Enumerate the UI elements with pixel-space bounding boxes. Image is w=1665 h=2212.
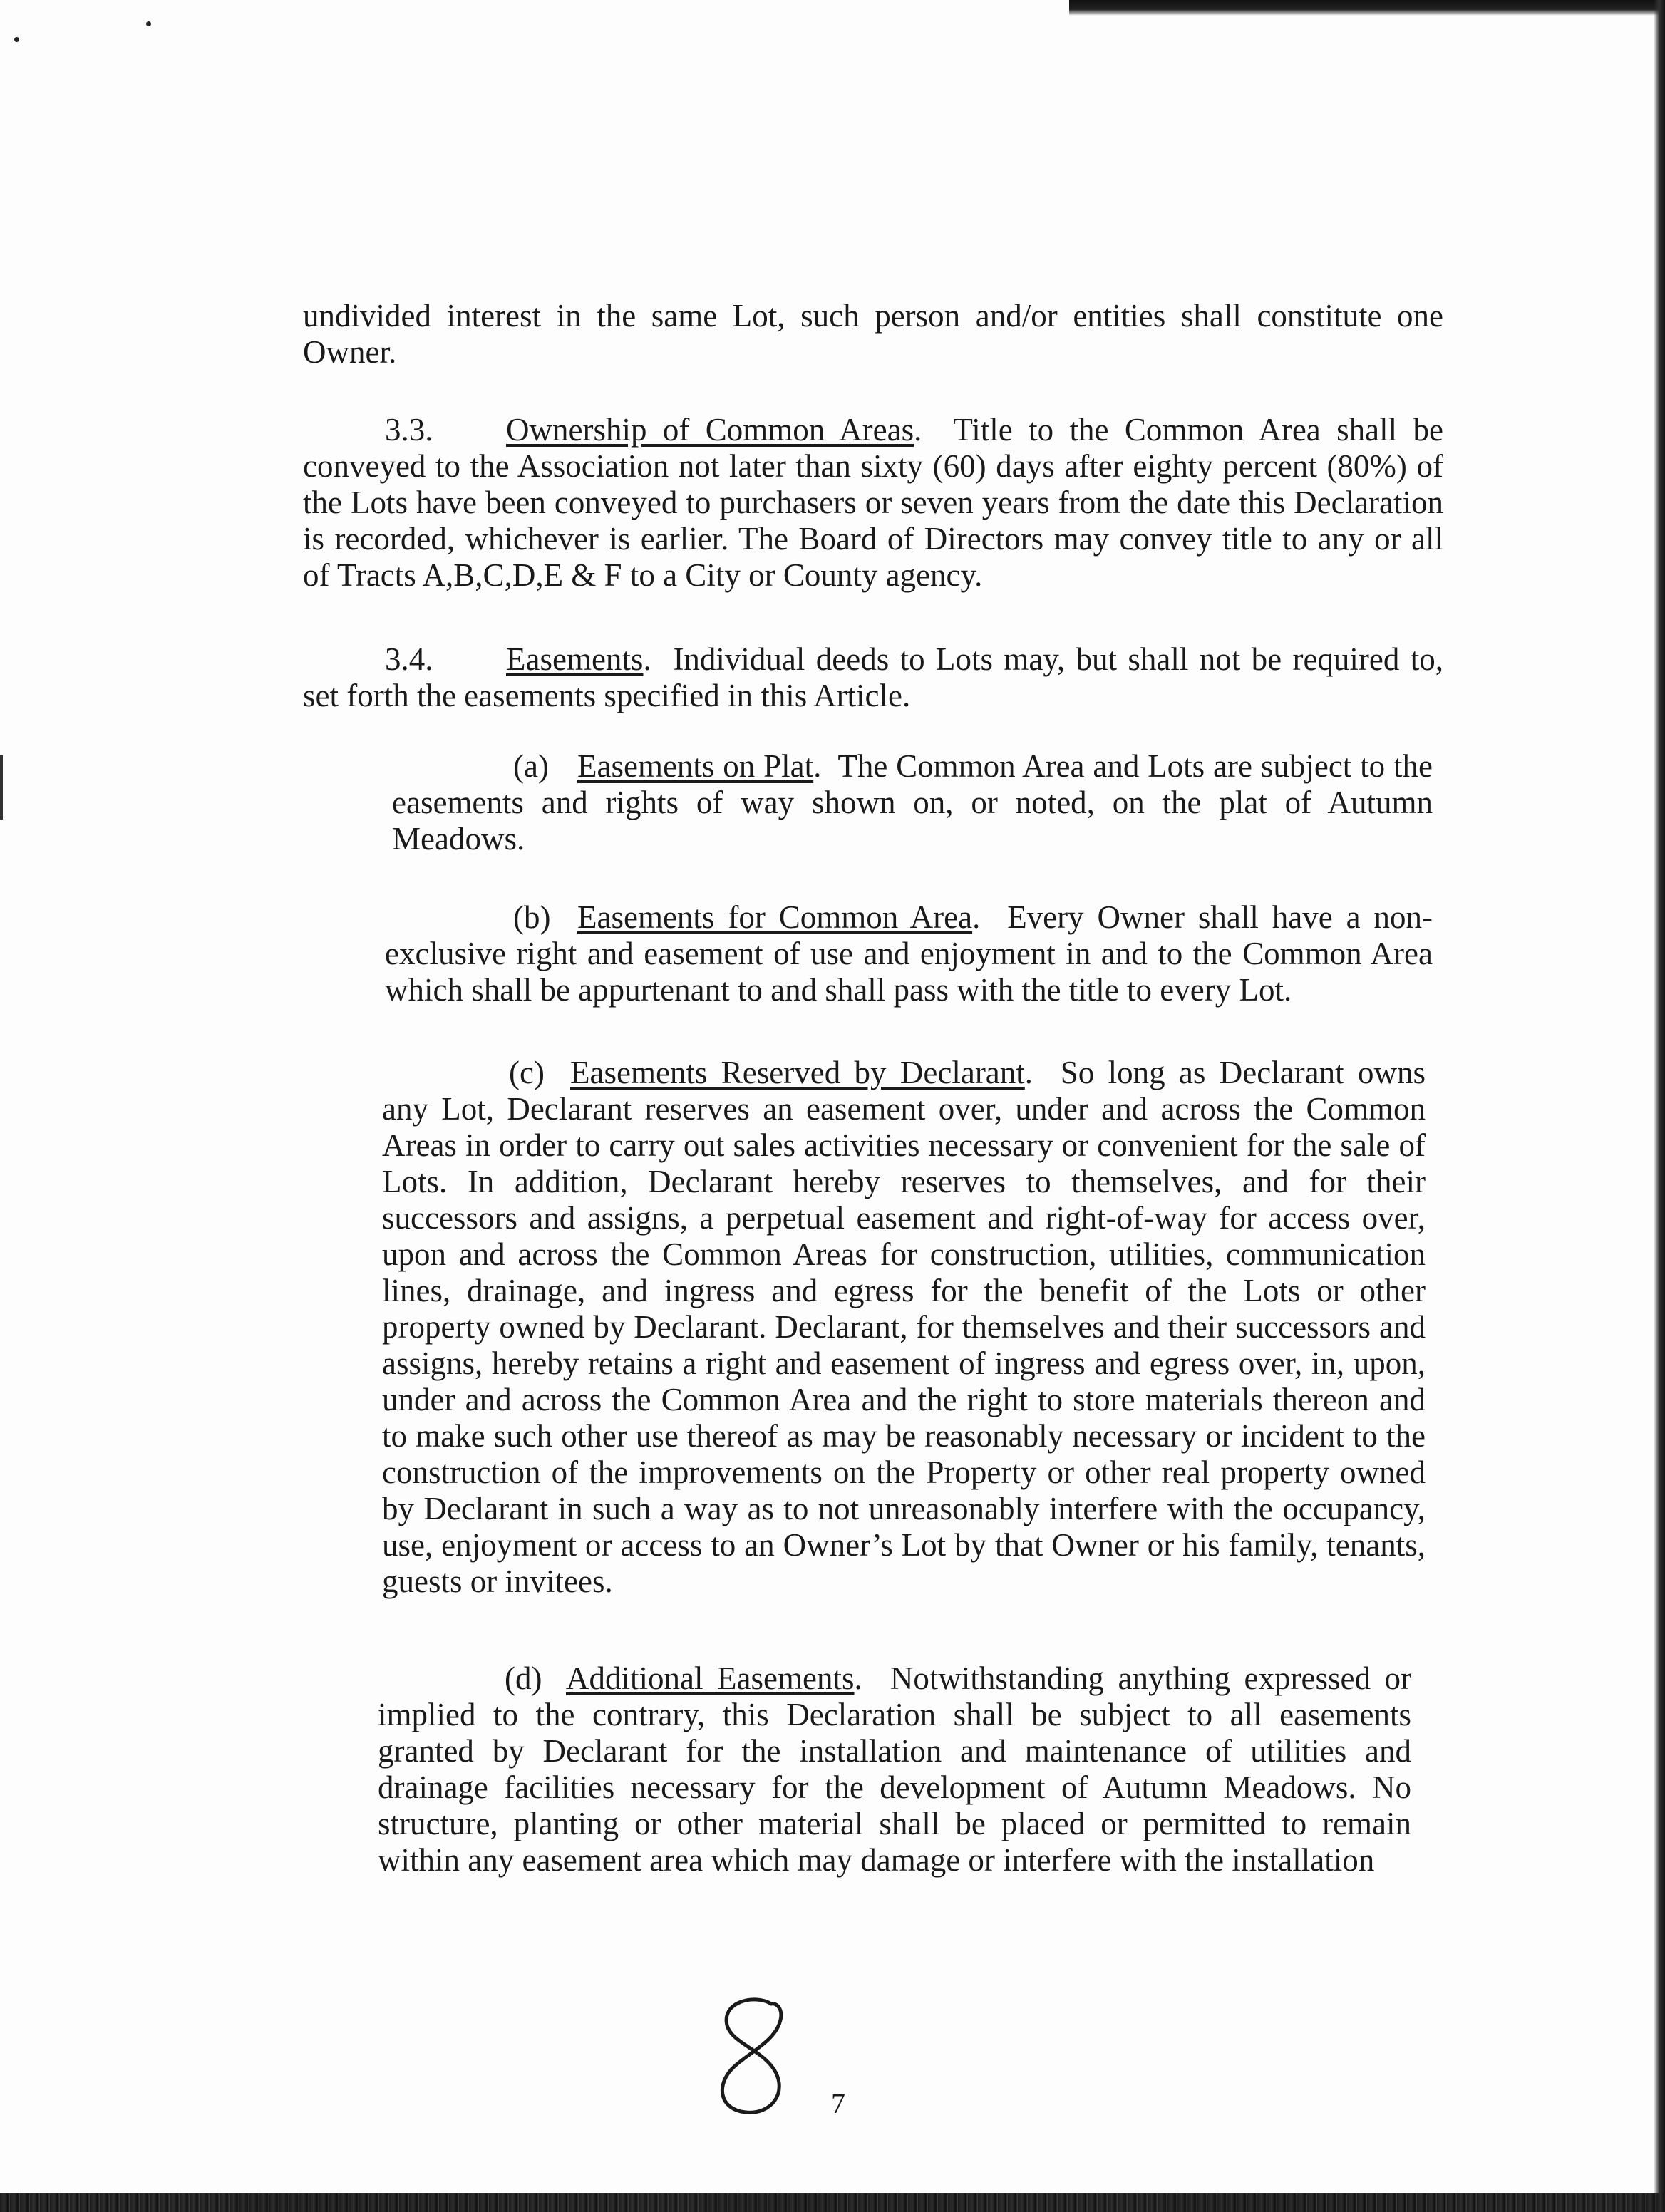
continuation-paragraph — [303, 298, 1443, 371]
section-number: 3.3. — [385, 412, 433, 448]
subsection-label: (c) — [509, 1055, 545, 1090]
subsection-label: (a) — [513, 748, 549, 784]
scan-edge-bottom — [0, 2193, 1665, 2212]
section-number: 3.4. — [385, 641, 433, 677]
scan-mark-left — [0, 755, 3, 820]
heading-period: . — [914, 412, 922, 448]
subsection-body: Every Owner shall have a non-exclusive right and easement of use and enjoyment in and to the Common Area which shall be appurtenant to and shall pass with the title to every Lot. — [385, 899, 1433, 1008]
subsection-heading: Easements on Plat — [577, 748, 814, 784]
section-3-3 — [303, 412, 1443, 594]
heading-period: . — [972, 899, 981, 935]
section-heading: Ownership of Common Areas — [506, 412, 914, 448]
subsection-body: The Common Area and Lots are subject to the easements and rights of way shown on, or noted, on the plat of Autumn Meadows. — [392, 748, 1433, 857]
handwritten-page-number — [706, 1995, 805, 2120]
scan-speck — [14, 37, 19, 42]
continuation-text: undivided interest in the same Lot, such person and/or entities shall constitute one Owner. — [303, 298, 1443, 370]
page-number: 7 — [831, 2087, 845, 2119]
heading-period: . — [813, 748, 822, 784]
subsection-d — [378, 1660, 1411, 1878]
subsection-body: So long as Declarant owns any Lot, Declarant reserves an easement over, under and across the Common Areas in order to carry out sales activities necessary or convenient for the sale of Lots. In addition, Declarant hereby reserves to themselves, and for their successors and assigns, a perpetual easement and right-of-way for access over, upon and across the Common Areas for construction, utilities, communication lines, drainage, and ingress and egress for the benefit of the Lots or other property owned by Declarant. Declarant, for themselves and their successors and assigns, hereby retains a right and easement of ingress and egress over, in, upon, under and across the Common Area and the right to store materials thereon and to make such other use thereof as may be reasonably necessary or incident to the construction of the improvements on the Property or other real property owned by Declarant in such a way as to not unreasonably interfere with the occupancy, use, enjoyment or access to an Owner’s Lot by that Owner or his family, tenants, guests or invitees. — [382, 1055, 1426, 1599]
subsection-body: Notwithstanding anything expressed or implied to the contrary, this Declaration shall be subject to all easements granted by Declarant for the installation and maintenance of utilities and drainage facilities necessary for the development of Autumn Meadows. No structure, planting or other material shall be placed or permitted to remain within any easement area which may damage or interfere with the installation — [378, 1660, 1412, 1878]
section-body: Title to the Common Area shall be conveyed to the Association not later than sixty (60) days after eighty percent (80%) of the Lots have been conveyed to purchasers or seven years from the date this Declaration is recorded, whichever is earlier. The Board of Directors may convey title to any or all of Tracts A,B,C,D,E & F to a City or County agency. — [303, 412, 1444, 593]
scan-edge-top — [1069, 0, 1665, 16]
heading-period: . — [643, 641, 651, 677]
section-3-4 — [303, 641, 1443, 714]
heading-period: . — [1024, 1055, 1033, 1090]
subsection-c — [382, 1055, 1426, 1600]
subsection-b — [385, 899, 1433, 1008]
heading-period: . — [854, 1660, 862, 1696]
section-body: Individual deeds to Lots may, but shall not be required to, set forth the easements specified in this Article. — [303, 641, 1444, 713]
scan-edge-right — [1654, 0, 1665, 2212]
subsection-heading: Easements for Common Area — [577, 899, 973, 935]
scan-speck — [146, 21, 151, 26]
subsection-a — [392, 748, 1433, 857]
subsection-heading: Additional Easements — [566, 1660, 855, 1696]
subsection-label: (b) — [513, 899, 551, 935]
subsection-label: (d) — [505, 1660, 542, 1696]
subsection-heading: Easements Reserved by Declarant — [570, 1055, 1025, 1090]
section-heading: Easements — [506, 641, 644, 677]
